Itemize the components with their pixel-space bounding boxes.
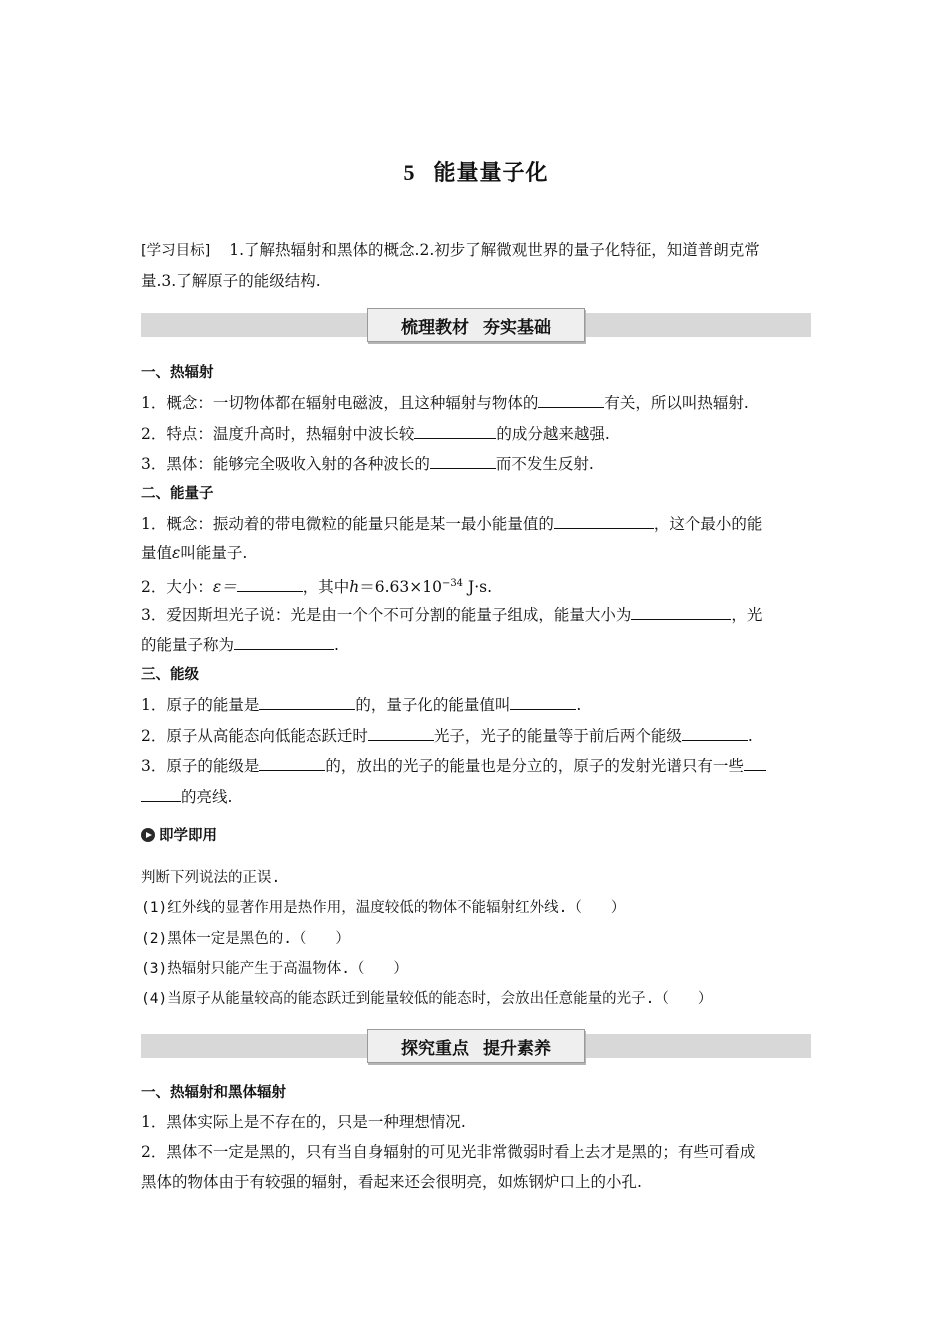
learning-goals-line2: 量.3.了解原子的能级结构. xyxy=(141,272,321,290)
paragraph: 2．大小：ε＝ ，其中$h=6.63\times 10^{-34}$ J·s. xyxy=(141,578,492,597)
learning-goals-line1: [学习目标] 1.了解热辐射和黑体的概念.2.初步了解微观世界的量子化特征，知道普朗克常 xyxy=(141,241,760,259)
section-banner-review xyxy=(141,313,811,337)
paragraph: 2．黑体不一定是黑的，只有当自身辐射的可见光非常微弱时看上去才是黑的；有些可看成 xyxy=(141,1143,756,1161)
fill-blank[interactable] xyxy=(368,725,434,741)
heading-blackbody: 一、热辐射和黑体辐射 xyxy=(141,1085,286,1101)
fill-blank[interactable] xyxy=(510,694,576,710)
paragraph: 1．概念：一切物体都在辐射电磁波，且这种辐射与物体的 有关，所以叫热辐射. xyxy=(141,394,749,412)
section-banner-label: 梳理教材 夯实基础 xyxy=(367,308,585,342)
title-text: 能量量子化 xyxy=(433,161,549,186)
paragraph: 黑体的物体由于有较强的辐射，看起来还会很明亮，如炼钢炉口上的小孔. xyxy=(141,1173,642,1191)
paragraph: 2．原子从高能态向低能态跃迁时 光子，光子的能量等于前后两个能级 . xyxy=(141,727,753,745)
fill-blank[interactable] xyxy=(414,423,496,439)
practice-intro: 判断下列说法的正误. xyxy=(141,870,281,886)
practice-item: (3)热辐射只能产生于高温物体.（ ） xyxy=(141,961,408,977)
section-banner-explore xyxy=(141,1034,811,1058)
paragraph: 的能量子称为 . xyxy=(141,636,339,654)
practice-item: (2)黑体一定是黑色的.（ ） xyxy=(141,931,350,947)
paragraph: 的亮线. xyxy=(141,786,811,807)
paragraph: 3．爱因斯坦光子说：光是由一个个不可分割的能量子组成，能量大小为 ，光 xyxy=(141,606,763,624)
paragraph: 1．概念：振动着的带电微粒的能量只能是某一最小能量值的 ，这个最小的能 xyxy=(141,515,763,533)
fill-blank[interactable] xyxy=(430,453,496,469)
paragraph: 3．黑体：能够完全吸收入射的各种波长的 而不发生反射. xyxy=(141,455,594,473)
paragraph: 1．原子的能量是 的，量子化的能量值叫 . xyxy=(141,696,582,714)
page-title xyxy=(141,156,811,187)
paragraph: 2．特点：温度升高时，热辐射中波长较 的成分越来越强. xyxy=(141,425,610,443)
fill-blank[interactable] xyxy=(631,604,731,620)
paragraph: 量值ε叫能量子. xyxy=(141,544,248,562)
fill-blank[interactable] xyxy=(259,694,355,710)
paragraph: 1．黑体实际上是不存在的，只是一种理想情况. xyxy=(141,1113,466,1131)
heading-thermal-radiation: 一、热辐射 xyxy=(141,365,214,381)
paragraph: 3．原子的能级是 的，放出的光子的能量也是分立的，原子的发射光谱只有一些 xyxy=(141,755,811,776)
play-icon xyxy=(141,828,155,842)
heading-practice: 即学即用 xyxy=(141,826,217,846)
practice-item: (4)当原子从能量较高的能态跃迁到能量较低的能态时，会放出任意能量的光子.（ ） xyxy=(141,991,713,1007)
fill-blank[interactable] xyxy=(744,755,766,771)
practice-item: (1)红外线的显著作用是热作用，温度较低的物体不能辐射红外线.（ ） xyxy=(141,900,626,916)
learning-goals-label: [学习目标] xyxy=(141,243,211,259)
heading-energy-level: 三、能级 xyxy=(141,667,199,683)
section-banner-label: 探究重点 提升素养 xyxy=(367,1029,585,1063)
fill-blank[interactable] xyxy=(682,725,748,741)
fill-blank[interactable] xyxy=(259,755,325,771)
fill-blank[interactable] xyxy=(538,392,604,408)
title-number: 5 xyxy=(403,160,416,185)
heading-energy-quantum: 二、能量子 xyxy=(141,486,214,502)
fill-blank[interactable] xyxy=(141,786,181,802)
fill-blank[interactable] xyxy=(554,513,654,529)
fill-blank[interactable] xyxy=(234,634,334,650)
fill-blank[interactable] xyxy=(237,576,303,592)
